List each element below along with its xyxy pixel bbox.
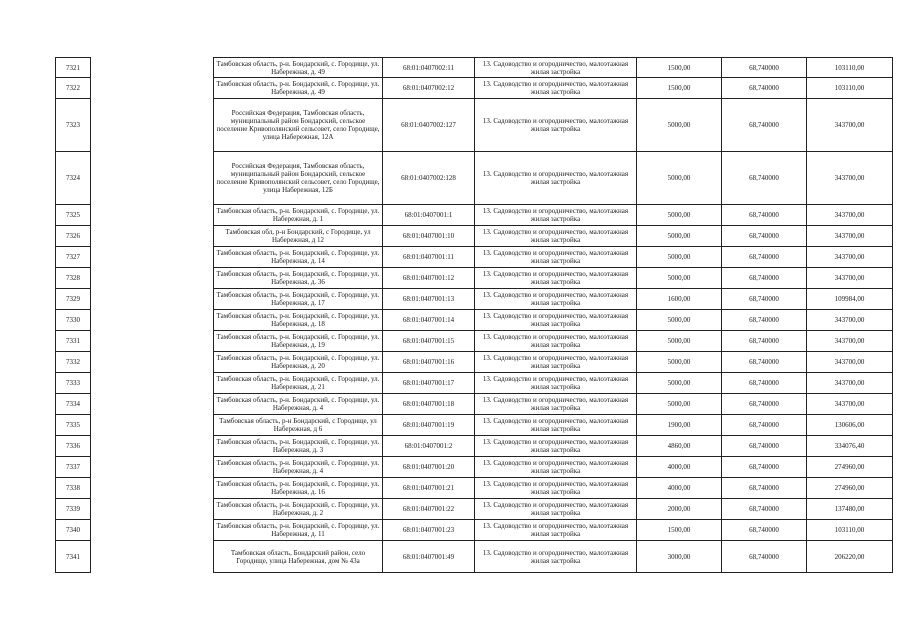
- row-number: 7332: [56, 352, 91, 373]
- cadastral-number-cell: 68:01:0407001:14: [383, 310, 475, 331]
- row-number: 7325: [56, 205, 91, 226]
- land-use-cell: 13. Садоводство и огородничество, малоэтажная жилая застройка: [475, 457, 637, 478]
- address-cell: Тамбовская область, р-н. Бондарский, с. Городище, ул. Набережная, д. 3: [214, 436, 383, 457]
- land-use-cell: 13. Садоводство и огородничество, малоэтажная жилая застройка: [475, 268, 637, 289]
- cadastral-number-cell: 68:01:0407001:22: [383, 499, 475, 520]
- area-cell: 5000,00: [637, 373, 722, 394]
- address-cell: Тамбовская область, р-н. Бондарский, с. Городище, ул. Набережная, д. 2: [214, 499, 383, 520]
- value-cell: 103110,00: [807, 58, 893, 78]
- rate-cell: 68,740000: [722, 289, 807, 310]
- area-cell: 1600,00: [637, 289, 722, 310]
- row-number: 7324: [56, 152, 91, 205]
- land-use-cell: 13. Садоводство и огородничество, малоэтажная жилая застройка: [475, 352, 637, 373]
- value-cell: 274960,00: [807, 478, 893, 499]
- land-use-cell: 13. Садоводство и огородничество, малоэтажная жилая застройка: [475, 205, 637, 226]
- area-cell: 4860,00: [637, 436, 722, 457]
- table-row: [56, 152, 893, 205]
- area-cell: 1500,00: [637, 78, 722, 99]
- empty-cell: [91, 58, 214, 78]
- rate-cell: 68,740000: [722, 205, 807, 226]
- empty-cell: [91, 78, 214, 99]
- value-cell: 343700,00: [807, 373, 893, 394]
- rate-cell: 68,740000: [722, 78, 807, 99]
- table-row: [56, 226, 893, 247]
- area-cell: 1500,00: [637, 520, 722, 541]
- row-number: 7340: [56, 520, 91, 541]
- land-use-cell: 13. Садоводство и огородничество, малоэтажная жилая застройка: [475, 78, 637, 99]
- empty-cell: [91, 373, 214, 394]
- rate-cell: 68,740000: [722, 541, 807, 573]
- rate-cell: 68,740000: [722, 152, 807, 205]
- empty-cell: [91, 247, 214, 268]
- area-cell: 5000,00: [637, 394, 722, 415]
- rate-cell: 68,740000: [722, 394, 807, 415]
- area-cell: 4000,00: [637, 478, 722, 499]
- empty-cell: [91, 289, 214, 310]
- table-row: [56, 520, 893, 541]
- area-cell: 5000,00: [637, 331, 722, 352]
- address-cell: Тамбовская обл, р-н Бондарский, с Городище, ул Набережная, д 12: [214, 226, 383, 247]
- row-number: 7335: [56, 415, 91, 436]
- rate-cell: 68,740000: [722, 226, 807, 247]
- cadastral-number-cell: 68:01:0407001:10: [383, 226, 475, 247]
- rate-cell: 68,740000: [722, 310, 807, 331]
- table-row: [56, 268, 893, 289]
- empty-cell: [91, 457, 214, 478]
- row-number: 7328: [56, 268, 91, 289]
- cadastral-number-cell: 68:01:0407001:21: [383, 478, 475, 499]
- value-cell: 343700,00: [807, 331, 893, 352]
- area-cell: 4000,00: [637, 457, 722, 478]
- area-cell: 1500,00: [637, 58, 722, 78]
- address-cell: Тамбовская область, р-н. Бондарский, с. Городище, ул. Набережная, д. 49: [214, 58, 383, 78]
- row-number: 7323: [56, 99, 91, 152]
- cadastral-number-cell: 68:01:0407002:128: [383, 152, 475, 205]
- value-cell: 343700,00: [807, 152, 893, 205]
- area-cell: 5000,00: [637, 99, 722, 152]
- cadastral-number-cell: 68:01:0407001:23: [383, 520, 475, 541]
- address-cell: Тамбовская область, р-н. Бондарский, с. Городище, ул. Набережная, д. 36: [214, 268, 383, 289]
- value-cell: 103110,00: [807, 78, 893, 99]
- value-cell: 343700,00: [807, 226, 893, 247]
- cadastral-number-cell: 68:01:0407001:19: [383, 415, 475, 436]
- area-cell: 5000,00: [637, 310, 722, 331]
- rate-cell: 68,740000: [722, 478, 807, 499]
- address-cell: Тамбовская область, Бондарский район, село Городище, улица Набережная, дом № 43а: [214, 541, 383, 573]
- rate-cell: 68,740000: [722, 520, 807, 541]
- table-row: [56, 541, 893, 573]
- area-cell: 5000,00: [637, 205, 722, 226]
- row-number: 7333: [56, 373, 91, 394]
- empty-cell: [91, 499, 214, 520]
- area-cell: 1900,00: [637, 415, 722, 436]
- table-row: [56, 310, 893, 331]
- value-cell: 343700,00: [807, 247, 893, 268]
- empty-cell: [91, 268, 214, 289]
- empty-cell: [91, 394, 214, 415]
- table-row: [56, 58, 893, 78]
- table-row: [56, 99, 893, 152]
- empty-cell: [91, 541, 214, 573]
- rate-cell: 68,740000: [722, 373, 807, 394]
- empty-cell: [91, 226, 214, 247]
- rate-cell: 68,740000: [722, 99, 807, 152]
- cadastral-number-cell: 68:01:0407001:17: [383, 373, 475, 394]
- value-cell: 109984,00: [807, 289, 893, 310]
- table-row: [56, 331, 893, 352]
- area-cell: 5000,00: [637, 352, 722, 373]
- land-use-cell: 13. Садоводство и огородничество, малоэтажная жилая застройка: [475, 520, 637, 541]
- address-cell: Российская Федерация, Тамбовская область, муниципальный район Бондарский, сельское поселение Кривополянский сельсовет, село Городище, улица Набережная, 12А: [214, 99, 383, 152]
- cadastral-register-table: [55, 57, 893, 573]
- row-number: 7331: [56, 331, 91, 352]
- register-table-body: [56, 58, 893, 573]
- land-use-cell: 13. Садоводство и огородничество, малоэтажная жилая застройка: [475, 289, 637, 310]
- land-use-cell: 13. Садоводство и огородничество, малоэтажная жилая застройка: [475, 331, 637, 352]
- address-cell: Тамбовская область, р-н. Бондарский, с. Городище, ул. Набережная, д. 16: [214, 478, 383, 499]
- land-use-cell: 13. Садоводство и огородничество, малоэтажная жилая застройка: [475, 373, 637, 394]
- cadastral-number-cell: 68:01:0407001:18: [383, 394, 475, 415]
- value-cell: 343700,00: [807, 352, 893, 373]
- address-cell: Тамбовская область, р-н. Бондарский, с. Городище, ул. Набережная, д. 14: [214, 247, 383, 268]
- value-cell: 343700,00: [807, 99, 893, 152]
- land-use-cell: 13. Садоводство и огородничество, малоэтажная жилая застройка: [475, 436, 637, 457]
- address-cell: Тамбовская область, р-н. Бондарский, с. Городище, ул. Набережная, д. 20: [214, 352, 383, 373]
- rate-cell: 68,740000: [722, 415, 807, 436]
- rate-cell: 68,740000: [722, 268, 807, 289]
- table-row: [56, 247, 893, 268]
- empty-cell: [91, 415, 214, 436]
- cadastral-number-cell: 68:01:0407001:15: [383, 331, 475, 352]
- cadastral-number-cell: 68:01:0407001:11: [383, 247, 475, 268]
- empty-cell: [91, 152, 214, 205]
- table-row: [56, 415, 893, 436]
- land-use-cell: 13. Садоводство и огородничество, малоэтажная жилая застройка: [475, 58, 637, 78]
- row-number: 7326: [56, 226, 91, 247]
- land-use-cell: 13. Садоводство и огородничество, малоэтажная жилая застройка: [475, 394, 637, 415]
- table-row: [56, 289, 893, 310]
- value-cell: 206220,00: [807, 541, 893, 573]
- address-cell: Тамбовская область, р-н. Бондарский, с. Городище, ул. Набережная, д. 4: [214, 457, 383, 478]
- cadastral-number-cell: 68:01:0407002:12: [383, 78, 475, 99]
- rate-cell: 68,740000: [722, 436, 807, 457]
- rate-cell: 68,740000: [722, 352, 807, 373]
- cadastral-number-cell: 68:01:0407001:20: [383, 457, 475, 478]
- row-number: 7322: [56, 78, 91, 99]
- land-use-cell: 13. Садоводство и огородничество, малоэтажная жилая застройка: [475, 478, 637, 499]
- value-cell: 130606,00: [807, 415, 893, 436]
- address-cell: Тамбовская область, р-н. Бондарский, с. Городище, ул. Набережная, д. 21: [214, 373, 383, 394]
- address-cell: Тамбовская область, р-н. Бондарский, с. Городище, ул. Набережная, д. 19: [214, 331, 383, 352]
- row-number: 7338: [56, 478, 91, 499]
- area-cell: 5000,00: [637, 152, 722, 205]
- land-use-cell: 13. Садоводство и огородничество, малоэтажная жилая застройка: [475, 310, 637, 331]
- land-use-cell: 13. Садоводство и огородничество, малоэтажная жилая застройка: [475, 499, 637, 520]
- address-cell: Тамбовская область, р-н. Бондарский, с. Городище, ул. Набережная, д. 49: [214, 78, 383, 99]
- empty-cell: [91, 99, 214, 152]
- table-row: [56, 373, 893, 394]
- address-cell: Тамбовская область, р-н. Бондарский, с. Городище, ул. Набережная, д. 17: [214, 289, 383, 310]
- cadastral-number-cell: 68:01:0407002:11: [383, 58, 475, 78]
- address-cell: Российская Федерация, Тамбовская область, муниципальный район Бондарский, сельское поселение Кривополянский сельсовет, село Городище, улица Набережная, 12Б: [214, 152, 383, 205]
- rate-cell: 68,740000: [722, 457, 807, 478]
- value-cell: 274960,00: [807, 457, 893, 478]
- address-cell: Тамбовская область, р-н Бондарский, с Городище, ул Набережная, д 6: [214, 415, 383, 436]
- value-cell: 103110,00: [807, 520, 893, 541]
- rate-cell: 68,740000: [722, 331, 807, 352]
- value-cell: 343700,00: [807, 268, 893, 289]
- value-cell: 343700,00: [807, 205, 893, 226]
- value-cell: 343700,00: [807, 310, 893, 331]
- empty-cell: [91, 310, 214, 331]
- value-cell: 137480,00: [807, 499, 893, 520]
- area-cell: 5000,00: [637, 247, 722, 268]
- cadastral-number-cell: 68:01:0407001:49: [383, 541, 475, 573]
- table-row: [56, 457, 893, 478]
- land-use-cell: 13. Садоводство и огородничество, малоэтажная жилая застройка: [475, 99, 637, 152]
- empty-cell: [91, 436, 214, 457]
- address-cell: Тамбовская область, р-н. Бондарский, с. Городище, ул. Набережная, д. 4: [214, 394, 383, 415]
- area-cell: 5000,00: [637, 226, 722, 247]
- row-number: 7330: [56, 310, 91, 331]
- land-use-cell: 13. Садоводство и огородничество, малоэтажная жилая застройка: [475, 152, 637, 205]
- empty-cell: [91, 520, 214, 541]
- land-use-cell: 13. Садоводство и огородничество, малоэтажная жилая застройка: [475, 226, 637, 247]
- table-row: [56, 478, 893, 499]
- empty-cell: [91, 352, 214, 373]
- value-cell: 334076,40: [807, 436, 893, 457]
- table-row: [56, 499, 893, 520]
- area-cell: 5000,00: [637, 268, 722, 289]
- empty-cell: [91, 331, 214, 352]
- cadastral-number-cell: 68:01:0407001:1: [383, 205, 475, 226]
- cadastral-number-cell: 68:01:0407001:12: [383, 268, 475, 289]
- land-use-cell: 13. Садоводство и огородничество, малоэтажная жилая застройка: [475, 415, 637, 436]
- cadastral-number-cell: 68:01:0407001:16: [383, 352, 475, 373]
- row-number: 7329: [56, 289, 91, 310]
- row-number: 7339: [56, 499, 91, 520]
- row-number: 7336: [56, 436, 91, 457]
- row-number: 7334: [56, 394, 91, 415]
- empty-cell: [91, 478, 214, 499]
- cadastral-number-cell: 68:01:0407001:13: [383, 289, 475, 310]
- address-cell: Тамбовская область, р-н. Бондарский, с. Городище, ул. Набережная, д. 18: [214, 310, 383, 331]
- rate-cell: 68,740000: [722, 499, 807, 520]
- value-cell: 343700,00: [807, 394, 893, 415]
- table-row: [56, 205, 893, 226]
- area-cell: 2000,00: [637, 499, 722, 520]
- row-number: 7341: [56, 541, 91, 573]
- table-row: [56, 78, 893, 99]
- row-number: 7327: [56, 247, 91, 268]
- cadastral-number-cell: 68:01:0407002:127: [383, 99, 475, 152]
- rate-cell: 68,740000: [722, 247, 807, 268]
- empty-cell: [91, 205, 214, 226]
- address-cell: Тамбовская область, р-н. Бондарский, с. Городище, ул. Набережная, д. 1: [214, 205, 383, 226]
- table-row: [56, 436, 893, 457]
- row-number: 7321: [56, 58, 91, 78]
- table-row: [56, 352, 893, 373]
- address-cell: Тамбовская область, р-н. Бондарский, с. Городище, ул. Набережная, д. 11: [214, 520, 383, 541]
- table-row: [56, 394, 893, 415]
- area-cell: 3000,00: [637, 541, 722, 573]
- cadastral-number-cell: 68:01:0407001:2: [383, 436, 475, 457]
- row-number: 7337: [56, 457, 91, 478]
- rate-cell: 68,740000: [722, 58, 807, 78]
- land-use-cell: 13. Садоводство и огородничество, малоэтажная жилая застройка: [475, 247, 637, 268]
- land-use-cell: 13. Садоводство и огородничество, малоэтажная жилая застройка: [475, 541, 637, 573]
